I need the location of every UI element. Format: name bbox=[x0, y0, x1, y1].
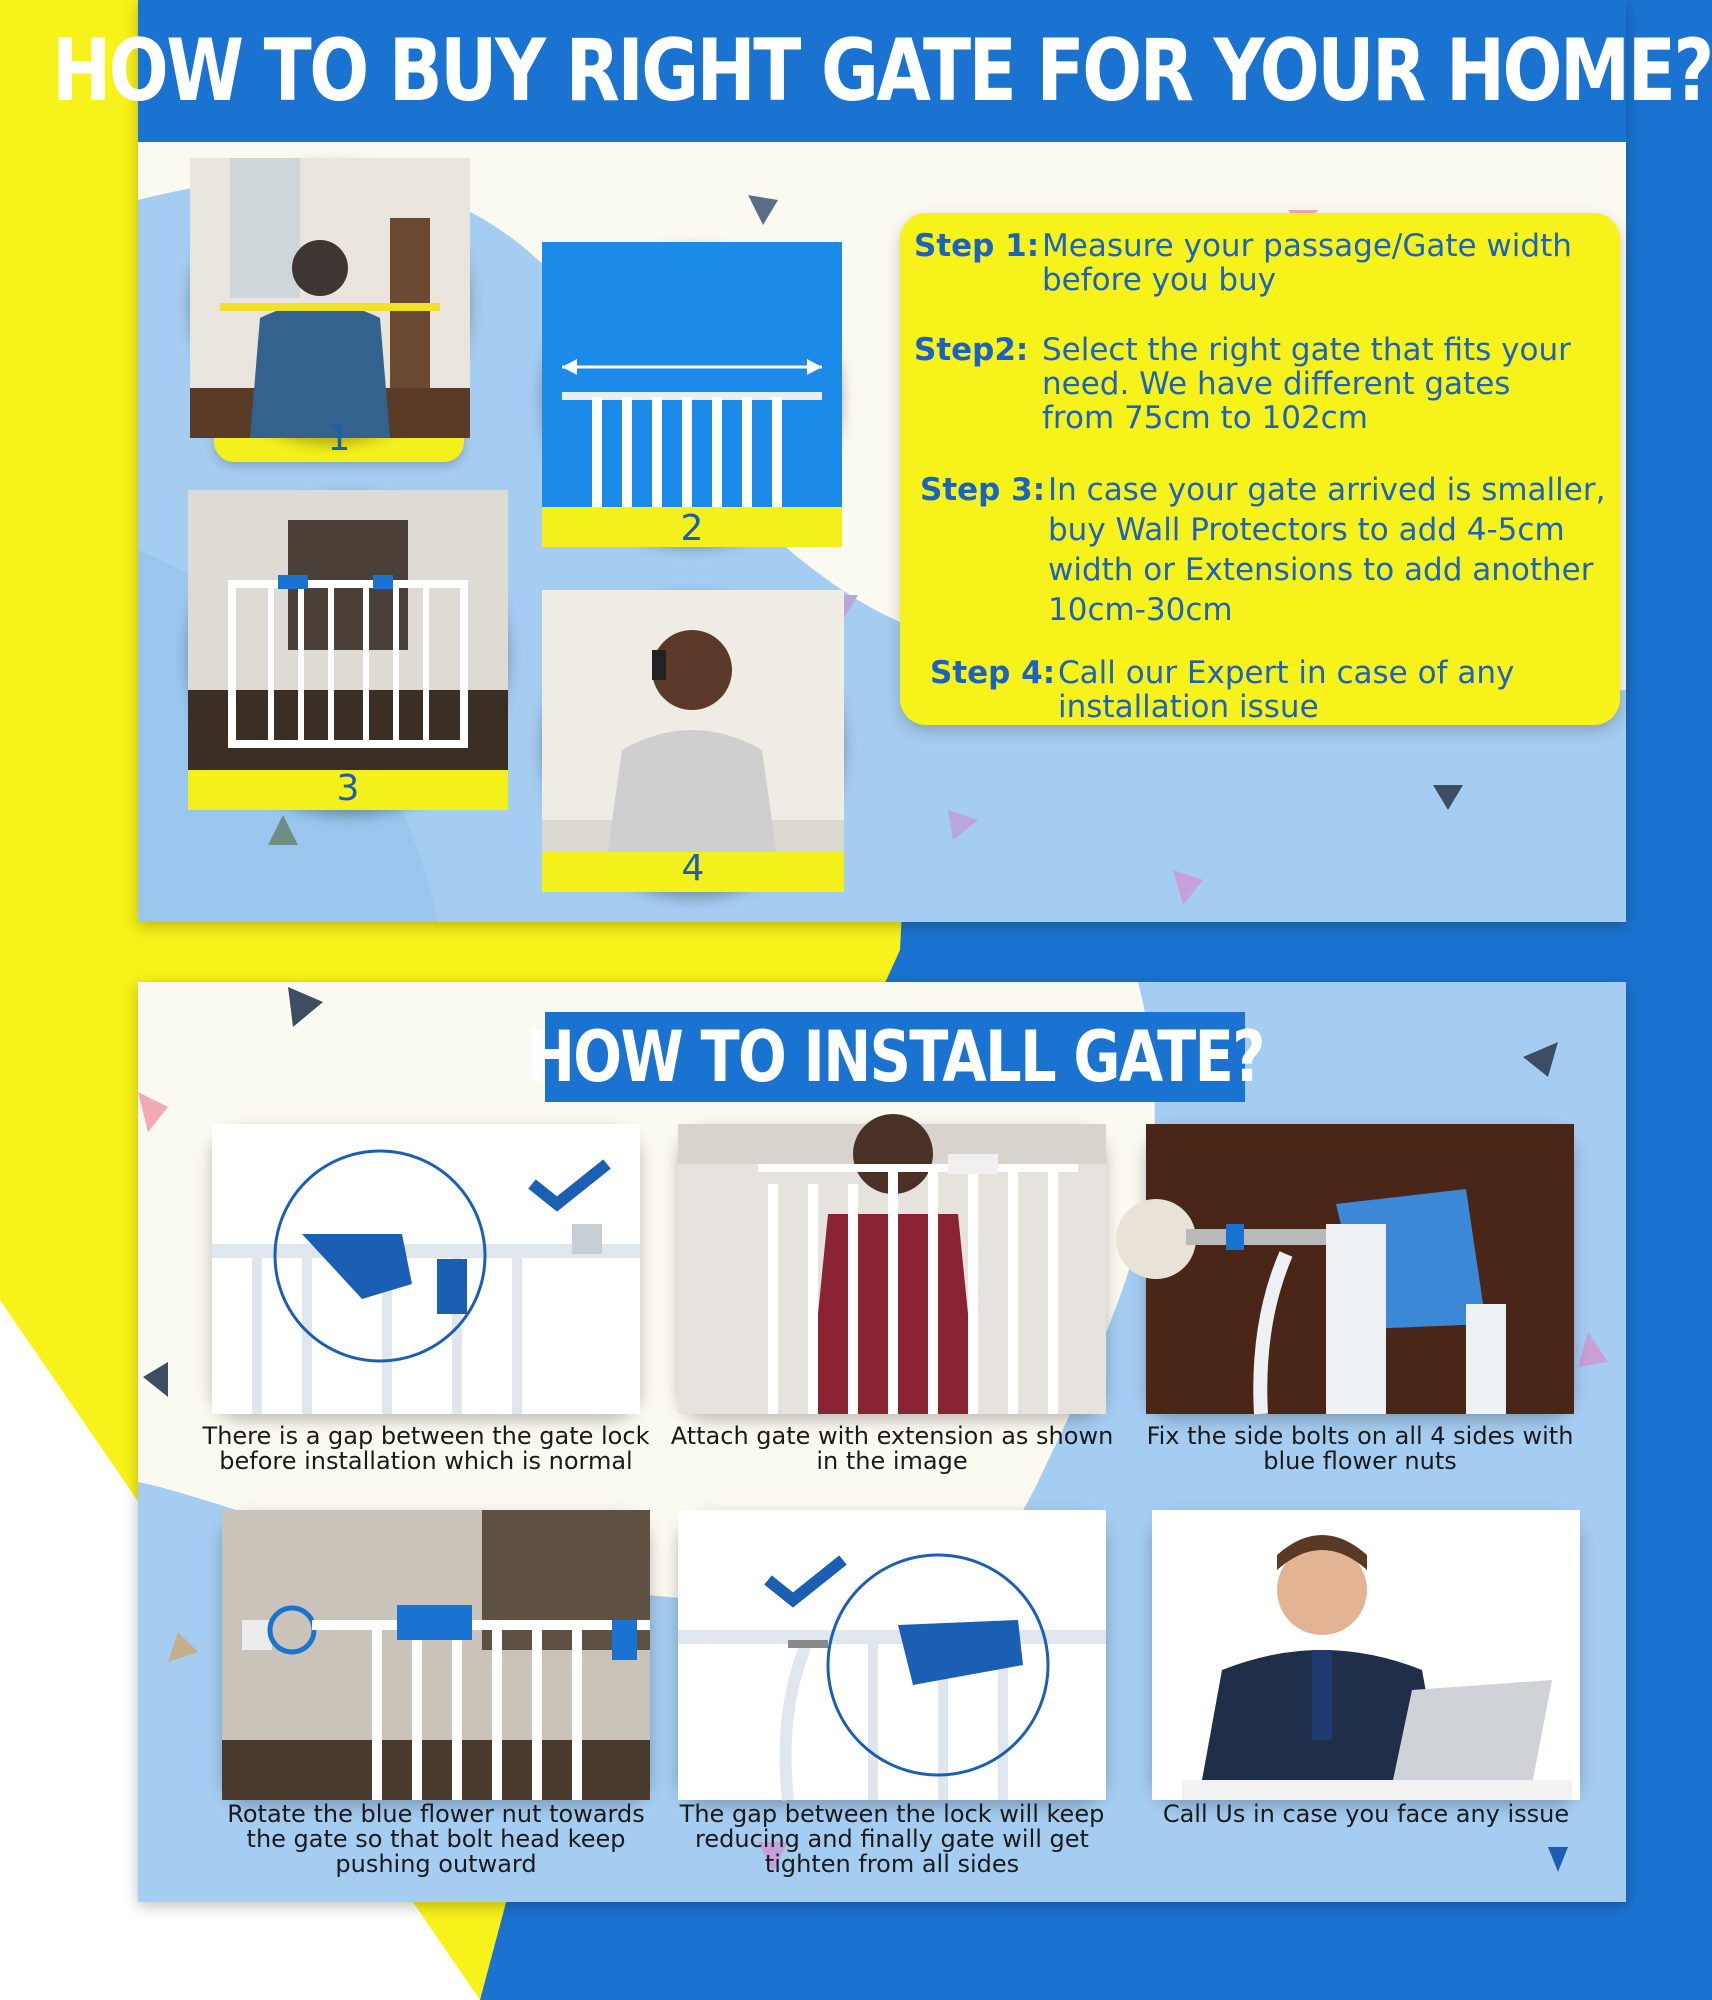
install-card-6 bbox=[1152, 1510, 1580, 1800]
install-guide-title-bar bbox=[526, 1012, 1264, 1102]
install-card-4-caption: Rotate the blue flower nut towards the gate so that bolt head keep pushing outward bbox=[227, 1800, 645, 1878]
image-4-number: 4 bbox=[681, 848, 705, 889]
install-card-3-caption: Fix the side bolts on all 4 sides with blue flower nuts bbox=[1146, 1422, 1574, 1475]
step-4-text: Call our Expert in case of any installation issue bbox=[1058, 655, 1515, 725]
image-1-number: 1 bbox=[327, 418, 351, 459]
buy-guide-title: HOW TO BUY RIGHT GATE FOR YOUR HOME? bbox=[52, 21, 1712, 121]
step-1-text: Measure your passage/Gate width before you buy bbox=[1042, 228, 1572, 298]
step-1-label: Step 1: bbox=[914, 228, 1040, 264]
install-card-5-caption: The gap between the lock will keep reducing and finally gate will get tighten from all sides bbox=[679, 1800, 1105, 1878]
install-card-2-caption: Attach gate with extension as shown in the image bbox=[670, 1422, 1114, 1475]
buy-guide-panel bbox=[52, 0, 1712, 922]
image-2-gate-width-photo bbox=[542, 242, 842, 542]
step-3-text: In case your gate arrived is smaller, buy Wall Protectors to add 4-5cm width or Extensions to add another 10cm-30cm bbox=[1048, 472, 1606, 628]
install-card-3 bbox=[1146, 1124, 1574, 1414]
install-card-2 bbox=[678, 1124, 1106, 1414]
install-guide-panel bbox=[138, 982, 1626, 1902]
buy-guide-title-bar bbox=[52, 0, 1712, 142]
install-card-5 bbox=[678, 1510, 1106, 1800]
step-2-label: Step2: bbox=[914, 332, 1029, 368]
steps-box bbox=[900, 213, 1620, 725]
image-1-measuring-photo bbox=[190, 158, 470, 438]
install-card-1-caption: There is a gap between the gate lock before installation which is normal bbox=[202, 1422, 650, 1475]
step-3-label: Step 3: bbox=[920, 472, 1046, 508]
install-card-4 bbox=[222, 1510, 650, 1800]
install-card-6-caption: Call Us in case you face any issue bbox=[1162, 1800, 1570, 1828]
image-4-phone-call-photo bbox=[542, 590, 844, 892]
install-guide-title: HOW TO INSTALL GATE? bbox=[526, 1016, 1264, 1098]
image-3-installed-gate-photo bbox=[188, 490, 508, 810]
image-2-number: 2 bbox=[680, 508, 704, 549]
step-2-text: Select the right gate that fits your need. We have different gates from 75cm to 102cm bbox=[1042, 332, 1571, 436]
install-card-1 bbox=[212, 1124, 640, 1414]
image-3-number: 3 bbox=[336, 768, 360, 809]
step-4-label: Step 4: bbox=[930, 655, 1056, 691]
